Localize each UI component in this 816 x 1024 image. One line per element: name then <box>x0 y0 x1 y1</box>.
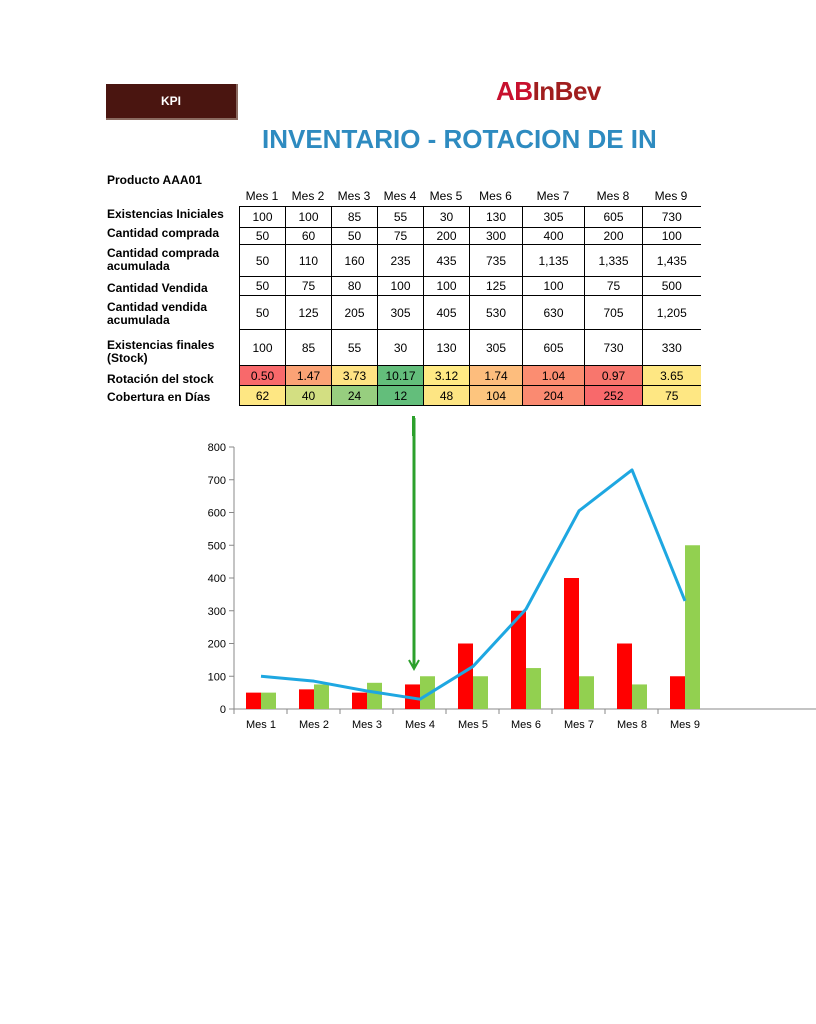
bar-sold <box>473 676 488 709</box>
row-label: Existencias finales (Stock) <box>107 338 215 365</box>
table-cell: 3.73 <box>332 366 378 386</box>
bar-purchased <box>564 578 579 709</box>
month-header: Mes 6 <box>479 189 512 203</box>
table-cell: 205 <box>332 296 378 330</box>
table-cell: 204 <box>523 386 585 406</box>
abinbev-logo <box>496 76 601 107</box>
table-cell: 100 <box>240 330 286 366</box>
table-cell: 735 <box>470 245 523 277</box>
bar-sold <box>314 684 329 709</box>
bar-sold <box>579 676 594 709</box>
table-cell: 130 <box>470 207 523 228</box>
table-cell: 0.50 <box>240 366 286 386</box>
bar-purchased <box>617 644 632 710</box>
table-cell: 24 <box>332 386 378 406</box>
inventory-chart <box>196 435 816 745</box>
table-cell: 50 <box>240 296 286 330</box>
table-cell: 305 <box>523 207 585 228</box>
table-cell: 235 <box>378 245 424 277</box>
table-cell: 125 <box>286 296 332 330</box>
table-cell: 1.74 <box>470 366 523 386</box>
table-cell: 1.04 <box>523 366 585 386</box>
x-tick-label: Mes 2 <box>299 719 329 731</box>
table-cell: 630 <box>523 296 585 330</box>
table-cell: 435 <box>424 245 470 277</box>
bar-purchased <box>352 693 367 709</box>
table-cell: 75 <box>585 277 643 296</box>
table-cell: 100 <box>286 207 332 228</box>
row-label: Rotación del stock <box>107 372 214 386</box>
table-cell: 3.65 <box>643 366 701 386</box>
y-tick-label: 300 <box>207 605 226 618</box>
table-cell: 55 <box>378 207 424 228</box>
page-title: INVENTARIO - ROTACION DE IN <box>262 124 657 154</box>
table-cell: 1.47 <box>286 366 332 386</box>
bar-purchased <box>458 644 473 710</box>
table-cell: 50 <box>332 228 378 245</box>
table-cell: 50 <box>240 228 286 245</box>
x-tick-label: Mes 1 <box>246 719 276 731</box>
bar-purchased <box>511 611 526 709</box>
y-tick-label: 800 <box>207 442 226 454</box>
x-tick-label: Mes 9 <box>670 719 700 731</box>
bar-sold <box>526 668 541 709</box>
table-cell: 705 <box>585 296 643 330</box>
logo-ab-text: AB <box>496 76 533 106</box>
bar-sold <box>685 545 700 709</box>
y-tick-label: 700 <box>207 474 226 487</box>
table-cell: 100 <box>424 277 470 296</box>
table-row <box>240 330 701 366</box>
table-cell: 0.97 <box>585 366 643 386</box>
table-cell: 1,135 <box>523 245 585 277</box>
month-header: Mes 9 <box>654 189 688 203</box>
table-cell: 100 <box>240 207 286 228</box>
row-label: Cobertura en Días <box>107 390 211 404</box>
table-cell: 75 <box>643 386 701 406</box>
y-tick-label: 600 <box>207 507 226 520</box>
table-row <box>240 228 701 245</box>
annotation-arrow-top <box>412 416 415 436</box>
table-cell: 125 <box>470 277 523 296</box>
row-label: Cantidad comprada <box>107 226 220 240</box>
bar-purchased <box>670 676 685 709</box>
table-row <box>240 207 701 228</box>
table-cell: 10.17 <box>378 366 424 386</box>
month-header: Mes 1 <box>245 189 279 203</box>
table-cell: 1,335 <box>585 245 643 277</box>
table-cell: 730 <box>643 207 701 228</box>
y-tick-label: 400 <box>207 573 226 585</box>
table-cell: 305 <box>470 330 523 366</box>
table-cell: 60 <box>286 228 332 245</box>
table-cell: 130 <box>424 330 470 366</box>
table-cell: 30 <box>378 330 424 366</box>
y-tick-label: 100 <box>207 671 226 684</box>
table-cell: 48 <box>424 386 470 406</box>
table-row <box>240 296 701 330</box>
table-row <box>240 366 701 386</box>
kpi-badge <box>106 84 238 120</box>
x-tick-label: Mes 8 <box>617 719 647 731</box>
table-row <box>240 277 701 296</box>
table-cell: 62 <box>240 386 286 406</box>
table-cell: 50 <box>240 277 286 296</box>
logo-inbev-text: InBev <box>532 76 601 106</box>
bar-purchased <box>246 693 261 709</box>
x-tick-label: Mes 5 <box>458 719 488 731</box>
table-cell: 85 <box>286 330 332 366</box>
y-tick-label: 200 <box>207 638 226 651</box>
bar-sold <box>261 693 276 709</box>
bar-sold <box>632 684 647 709</box>
row-label: Cantidad vendida acumulada <box>107 300 208 327</box>
table-cell: 50 <box>240 245 286 277</box>
month-header: Mes 4 <box>383 189 417 203</box>
table-cell: 110 <box>286 245 332 277</box>
kpi-table <box>239 206 701 406</box>
table-cell: 300 <box>470 228 523 245</box>
table-cell: 1,205 <box>643 296 701 330</box>
month-header: Mes 2 <box>291 189 325 203</box>
table-cell: 30 <box>424 207 470 228</box>
kpi-table-viewport <box>239 206 690 410</box>
table-cell: 12 <box>378 386 424 406</box>
table-cell: 55 <box>332 330 378 366</box>
kpi-label: KPI <box>160 94 181 108</box>
table-cell: 80 <box>332 277 378 296</box>
table-cell: 605 <box>523 330 585 366</box>
table-cell: 160 <box>332 245 378 277</box>
x-tick-label: Mes 7 <box>564 719 594 731</box>
table-cell: 3.12 <box>424 366 470 386</box>
x-tick-label: Mes 3 <box>352 719 382 731</box>
table-cell: 200 <box>585 228 643 245</box>
table-cell: 605 <box>585 207 643 228</box>
table-cell: 104 <box>470 386 523 406</box>
table-cell: 75 <box>286 277 332 296</box>
chart-viewport <box>196 435 700 745</box>
month-header: Mes 7 <box>536 189 570 203</box>
month-header: Mes 5 <box>429 189 463 203</box>
table-cell: 1,435 <box>643 245 701 277</box>
table-row <box>240 245 701 277</box>
table-cell: 530 <box>470 296 523 330</box>
table-cell: 330 <box>643 330 701 366</box>
row-label: Existencias Iniciales <box>107 207 224 221</box>
table-cell: 400 <box>523 228 585 245</box>
y-tick-label: 500 <box>207 540 226 553</box>
table-cell: 500 <box>643 277 701 296</box>
x-tick-label: Mes 6 <box>511 719 541 731</box>
table-cell: 200 <box>424 228 470 245</box>
table-cell: 85 <box>332 207 378 228</box>
table-cell: 100 <box>378 277 424 296</box>
bar-sold <box>367 683 382 709</box>
month-header: Mes 3 <box>337 189 371 203</box>
table-cell: 100 <box>523 277 585 296</box>
product-label: Producto AAA01 <box>107 173 202 187</box>
table-cell: 75 <box>378 228 424 245</box>
bar-purchased <box>299 689 314 709</box>
row-label: Cantidad comprada acumulada <box>107 246 220 273</box>
row-label: Cantidad Vendida <box>107 281 208 295</box>
table-cell: 730 <box>585 330 643 366</box>
month-header: Mes 8 <box>596 189 630 203</box>
table-cell: 305 <box>378 296 424 330</box>
table-cell: 405 <box>424 296 470 330</box>
table-cell: 100 <box>643 228 701 245</box>
y-tick-label: 0 <box>219 704 226 716</box>
table-cell: 40 <box>286 386 332 406</box>
x-tick-label: Mes 4 <box>405 719 435 731</box>
table-row <box>240 386 701 406</box>
table-cell: 252 <box>585 386 643 406</box>
